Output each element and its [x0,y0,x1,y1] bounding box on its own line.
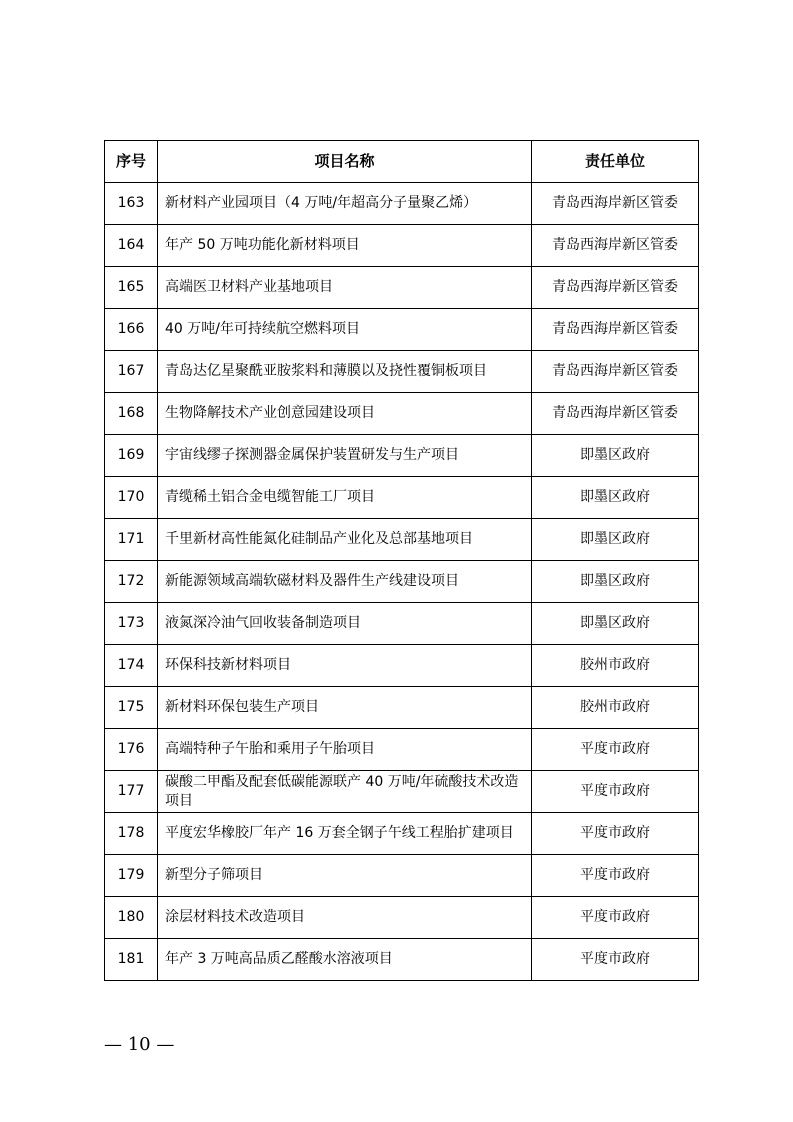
cell-project-name: 宇宙线缪子探测器金属保护装置研发与生产项目 [158,435,532,477]
table-row [105,897,699,939]
cell-responsible-unit: 平度市政府 [532,939,699,981]
cell-serial-number: 165 [105,267,158,309]
header-serial-number: 序号 [105,141,158,183]
cell-responsible-unit: 即墨区政府 [532,603,699,645]
header-responsible-unit: 责任单位 [532,141,699,183]
page-number: — 10 — [104,1034,175,1055]
cell-responsible-unit: 平度市政府 [532,855,699,897]
cell-project-name: 年产 3 万吨高品质乙醛酸水溶液项目 [158,939,532,981]
cell-responsible-unit: 胶州市政府 [532,687,699,729]
table-row [105,225,699,267]
cell-serial-number: 164 [105,225,158,267]
cell-serial-number: 172 [105,561,158,603]
table-row [105,729,699,771]
table-row [105,687,699,729]
cell-project-name: 千里新材高性能氮化硅制品产业化及总部基地项目 [158,519,532,561]
cell-project-name: 涂层材料技术改造项目 [158,897,532,939]
cell-responsible-unit: 即墨区政府 [532,519,699,561]
cell-serial-number: 166 [105,309,158,351]
cell-serial-number: 181 [105,939,158,981]
cell-serial-number: 168 [105,393,158,435]
cell-serial-number: 173 [105,603,158,645]
cell-responsible-unit: 平度市政府 [532,729,699,771]
cell-project-name: 碳酸二甲酯及配套低碳能源联产 40 万吨/年硫酸技术改造项目 [158,771,532,813]
project-table [104,140,699,981]
cell-responsible-unit: 平度市政府 [532,771,699,813]
cell-responsible-unit: 青岛西海岸新区管委 [532,393,699,435]
cell-serial-number: 163 [105,183,158,225]
cell-project-name: 环保科技新材料项目 [158,645,532,687]
cell-serial-number: 176 [105,729,158,771]
cell-project-name: 青岛达亿星聚酰亚胺浆料和薄膜以及挠性覆铜板项目 [158,351,532,393]
cell-serial-number: 179 [105,855,158,897]
table-row [105,645,699,687]
project-table-container [104,140,698,981]
cell-serial-number: 174 [105,645,158,687]
cell-responsible-unit: 青岛西海岸新区管委 [532,309,699,351]
cell-project-name: 生物降解技术产业创意园建设项目 [158,393,532,435]
cell-responsible-unit: 即墨区政府 [532,477,699,519]
cell-project-name: 40 万吨/年可持续航空燃料项目 [158,309,532,351]
cell-serial-number: 170 [105,477,158,519]
table-row [105,477,699,519]
table-row [105,183,699,225]
table-row [105,771,699,813]
cell-serial-number: 178 [105,813,158,855]
cell-responsible-unit: 即墨区政府 [532,435,699,477]
cell-responsible-unit: 平度市政府 [532,813,699,855]
table-row [105,939,699,981]
cell-project-name: 液氮深冷油气回收装备制造项目 [158,603,532,645]
cell-serial-number: 180 [105,897,158,939]
cell-project-name: 平度宏华橡胶厂年产 16 万套全钢子午线工程胎扩建项目 [158,813,532,855]
cell-responsible-unit: 青岛西海岸新区管委 [532,183,699,225]
table-row [105,351,699,393]
cell-responsible-unit: 青岛西海岸新区管委 [532,225,699,267]
cell-serial-number: 171 [105,519,158,561]
cell-project-name: 年产 50 万吨功能化新材料项目 [158,225,532,267]
cell-responsible-unit: 胶州市政府 [532,645,699,687]
table-row [105,267,699,309]
table-row [105,813,699,855]
cell-project-name: 新材料环保包装生产项目 [158,687,532,729]
cell-project-name: 高端医卫材料产业基地项目 [158,267,532,309]
cell-serial-number: 177 [105,771,158,813]
cell-responsible-unit: 青岛西海岸新区管委 [532,267,699,309]
cell-responsible-unit: 平度市政府 [532,897,699,939]
header-project-name: 项目名称 [158,141,532,183]
cell-project-name: 新能源领域高端软磁材料及器件生产线建设项目 [158,561,532,603]
table-header-row [105,141,699,183]
cell-responsible-unit: 即墨区政府 [532,561,699,603]
table-row [105,309,699,351]
cell-project-name: 青缆稀土铝合金电缆智能工厂项目 [158,477,532,519]
cell-serial-number: 175 [105,687,158,729]
table-row [105,393,699,435]
table-row [105,561,699,603]
table-row [105,519,699,561]
table-row [105,603,699,645]
table-row [105,435,699,477]
cell-project-name: 新型分子筛项目 [158,855,532,897]
table-body [105,183,699,981]
cell-serial-number: 167 [105,351,158,393]
cell-serial-number: 169 [105,435,158,477]
cell-project-name: 新材料产业园项目（4 万吨/年超高分子量聚乙烯） [158,183,532,225]
table-row [105,855,699,897]
cell-project-name: 高端特种子午胎和乘用子午胎项目 [158,729,532,771]
cell-responsible-unit: 青岛西海岸新区管委 [532,351,699,393]
